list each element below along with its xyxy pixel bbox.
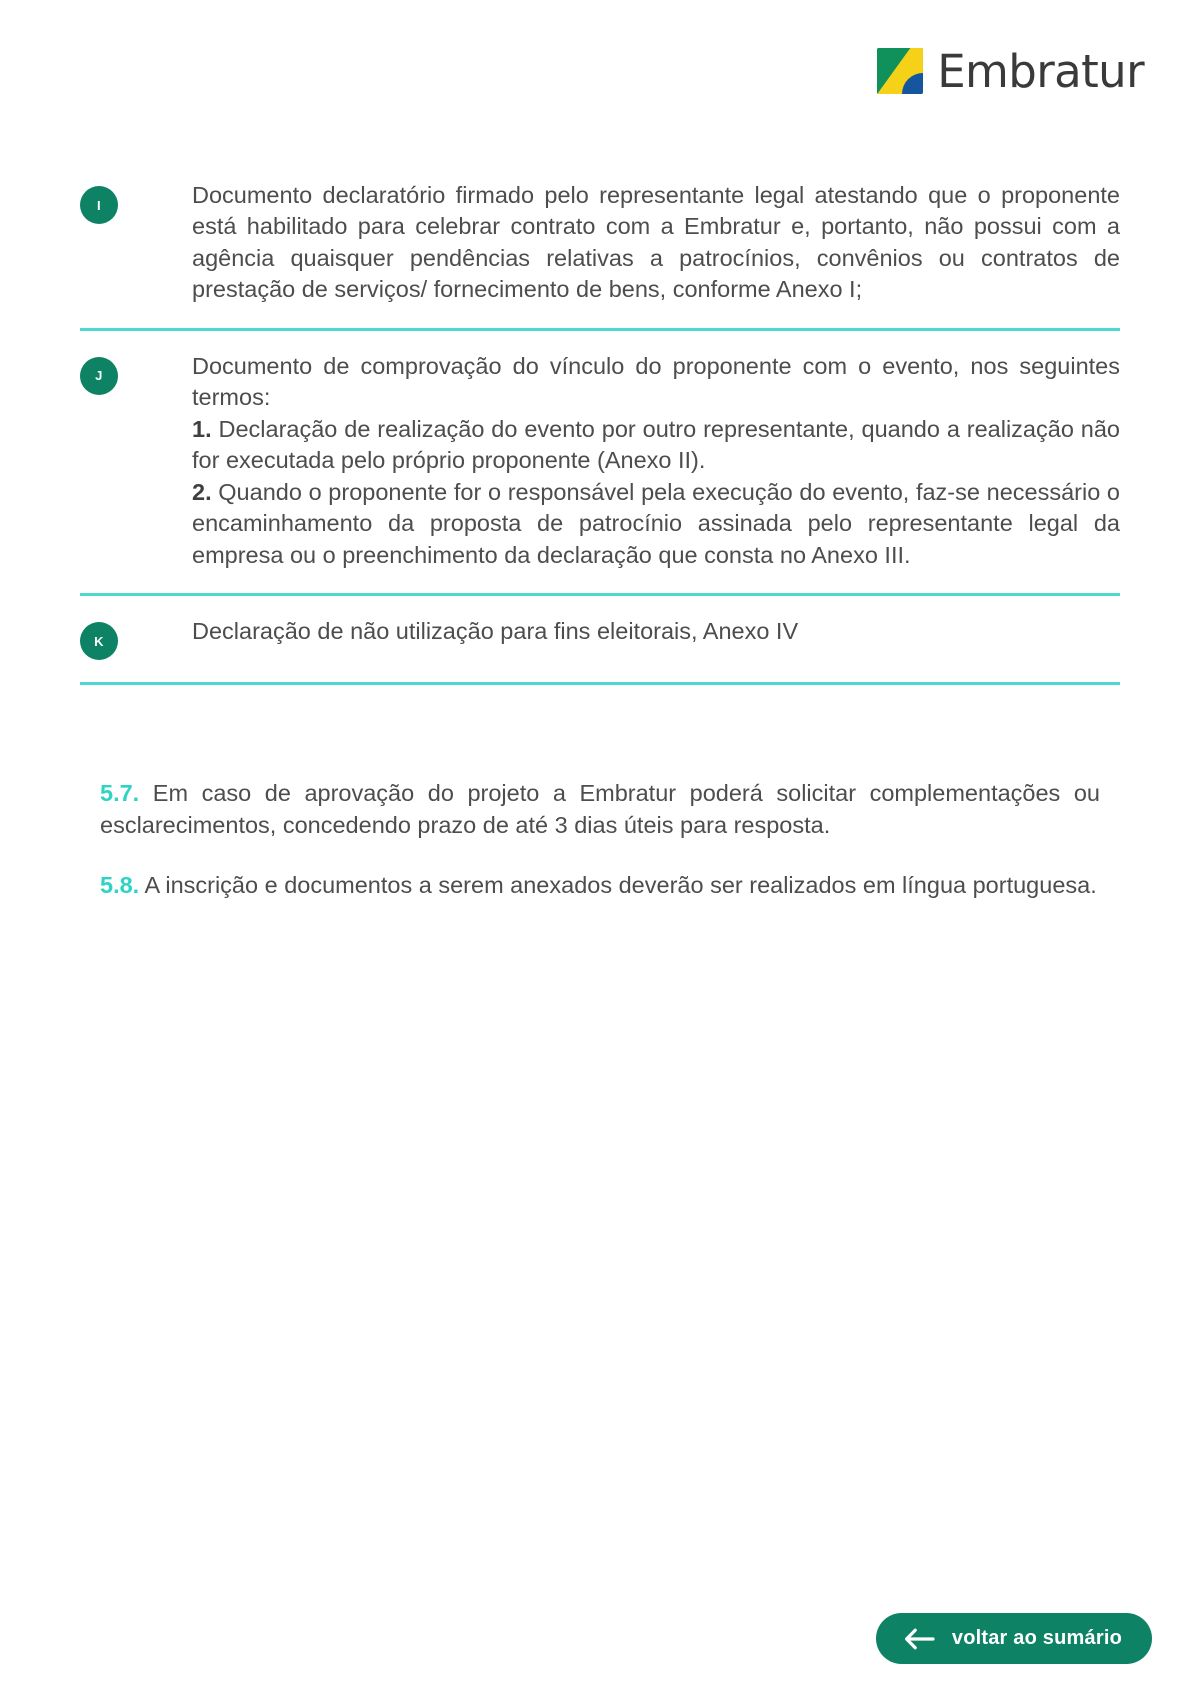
list-item: [80, 180, 1120, 328]
back-to-summary-button[interactable]: [876, 1613, 1152, 1664]
clause-text: A inscrição e documentos a serem anexados deverão ser realizados em língua portuguesa.: [144, 871, 1097, 898]
item-letter-badge: J: [80, 357, 118, 395]
subitem-number: 2.: [192, 478, 212, 505]
item-letter-badge: I: [80, 186, 118, 224]
list-item-lead: Documento de comprovação do vínculo do proponente com o evento, nos seguintes termos:: [192, 352, 1120, 411]
page-header: [0, 0, 1200, 150]
clause-5-8: [100, 870, 1100, 902]
list-subitem: [192, 414, 1120, 477]
back-to-summary-label: voltar ao sumário: [951, 1627, 1122, 1649]
clause-text: Em caso de aprovação do projeto a Embratur poderá solicitar complementações ou esclarecimentos, concedendo prazo de até 3 dias úteis para resposta.: [100, 780, 1100, 838]
lettered-requirements-list: [80, 180, 1120, 705]
section-divider: [80, 682, 1120, 685]
embratur-flag-mark-icon: [877, 48, 923, 94]
embratur-logo: [877, 44, 1144, 98]
page-footer: [0, 1576, 1200, 1696]
subitem-text: Quando o proponente for o responsável pela execução do evento, faz-se necessário o encaminhamento da proposta de patrocínio assinada pelo representante legal da empresa ou o preenchimento da declaração que consta no Anexo III.: [192, 478, 1120, 568]
brand-name: Embratur: [937, 44, 1144, 98]
list-item: [80, 351, 1120, 593]
list-item: [80, 616, 1120, 682]
subitem-number: 1.: [192, 415, 212, 442]
list-item-body: [192, 616, 1120, 647]
clause-number: 5.7.: [100, 780, 140, 806]
section-divider: [80, 593, 1120, 596]
clause-number: 5.8.: [100, 871, 140, 898]
list-subitem: [192, 477, 1120, 571]
numbered-clauses: [100, 778, 1100, 902]
list-item-paragraph: Declaração de não utilização para fins eleitorais, Anexo IV: [192, 618, 799, 645]
list-item-body: [192, 351, 1120, 571]
subitem-text: Declaração de realização do evento por outro representante, quando a realização não for executada pelo próprio proponente (Anexo II).: [192, 415, 1120, 474]
list-item-body: [192, 180, 1120, 306]
list-item-paragraph: Documento declaratório firmado pelo representante legal atestando que o proponente está habilitado para celebrar contrato com a Embratur e, portanto, não possui com a agência quaisquer pendências relativas a patrocínios, convênios ou contratos de prestação de serviços/ fornecimento de bens, conforme Anexo I;: [192, 182, 1120, 303]
item-letter-badge: K: [80, 622, 118, 660]
arrow-left-icon: [902, 1628, 936, 1650]
clause-5-7: [100, 778, 1100, 842]
section-divider: [80, 328, 1120, 331]
